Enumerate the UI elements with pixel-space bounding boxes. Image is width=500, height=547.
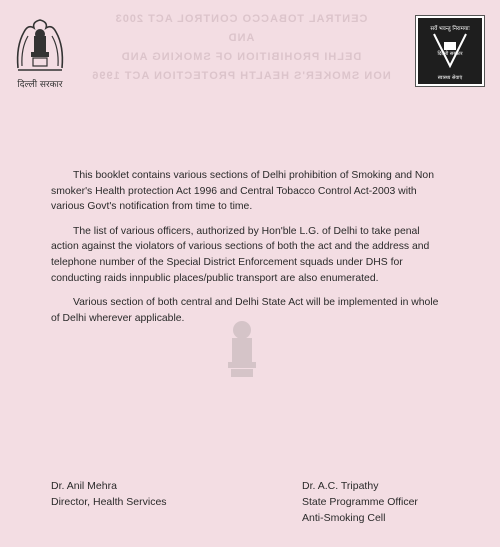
logo-motto: सर्वे भवन्तु निरामयाः (430, 26, 470, 32)
signatory-title: Director, Health Services (51, 496, 167, 508)
signatory-name: Dr. A.C. Tripathy (302, 480, 379, 492)
ghost-line: AND (227, 32, 255, 44)
emblem-watermark (222, 318, 262, 378)
signatory-name: Dr. Anil Mehra (51, 480, 117, 492)
ghost-line: DELHI PROHIBITION OF SMOKING AND (120, 51, 362, 63)
signatory-title: State Programme Officer (302, 496, 418, 508)
signature-right (302, 478, 418, 526)
booklet-description (51, 168, 447, 335)
emblem-caption: दिल्ली सरकार (17, 80, 63, 90)
lion-capital-icon (14, 18, 66, 76)
ghost-line: NON SMOKER'S HEALTH PROTECTION ACT 1996 (91, 70, 391, 82)
health-services-logo (416, 16, 484, 86)
signature-left (51, 478, 167, 510)
logo-department-text: स्वास्थ्य सेवाएं (437, 75, 463, 81)
paragraph: The list of various officers, authorized by Hon'ble L.G. of Delhi to take penal action against the violators of various sections of both the act and the address and telephone number of the Special District Enforcement squads under DHS for conducting raids innpublic places/public transport are also enumerated. (51, 225, 430, 284)
paragraph: This booklet contains various sections of Delhi prohibition of Smoking and Non smoker's Health protection Act 1996 and Central Tobacco Control Act-2003 with various Govt's notification from time to time. (51, 170, 434, 213)
paragraph: Various section of both central and Delhi State Act will be implemented in whole of Delhi wherever applicable. (51, 297, 439, 324)
signatory-office: Anti-Smoking Cell (302, 512, 386, 524)
bleed-through-title (82, 10, 400, 86)
logo-govt-text: दिल्ली सरकार (437, 51, 463, 57)
emblem-v-icon (432, 32, 468, 68)
ghost-line: CENTRAL TOBACCO CONTROL ACT 2003 (114, 13, 368, 25)
watermark-emblem-icon (222, 318, 262, 378)
delhi-govt-emblem (14, 18, 66, 90)
